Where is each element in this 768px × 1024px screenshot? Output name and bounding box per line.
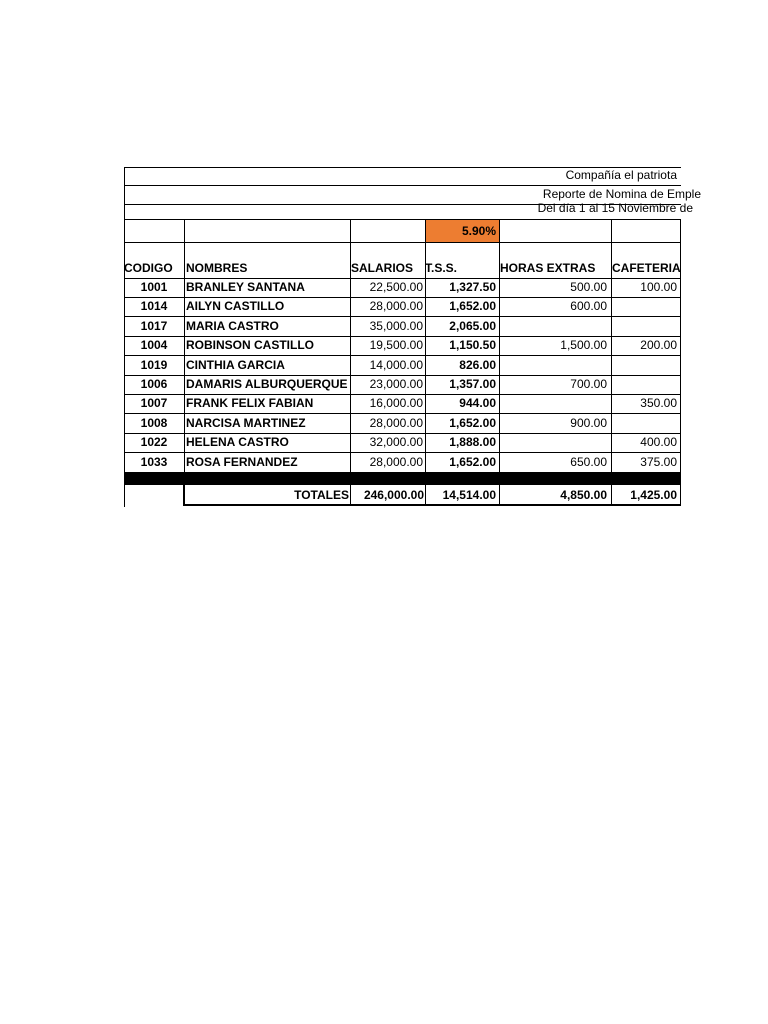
cell-cafeteria[interactable] <box>611 317 681 336</box>
header-cafeteria: CAFETERIA <box>612 261 681 275</box>
grid-vline <box>350 485 351 505</box>
cell-tss[interactable]: 1,652.00 <box>449 416 496 430</box>
separator-band <box>124 472 681 485</box>
grid-vline <box>124 167 125 507</box>
header-code: CODIGO <box>124 261 173 275</box>
totals-tss[interactable]: 14,514.00 <box>442 488 496 502</box>
cell-overtime[interactable] <box>499 394 611 413</box>
header-tss: T.S.S. <box>425 261 458 275</box>
grid-vline <box>425 485 426 505</box>
cell-tss[interactable]: 1,888.00 <box>449 435 496 449</box>
cell-cafeteria[interactable]: 100.00 <box>640 280 677 294</box>
cell-code[interactable]: 1033 <box>140 455 168 469</box>
cell-overtime[interactable] <box>499 317 611 336</box>
totals-label: TOTALES <box>294 488 349 502</box>
cell-name[interactable]: ROBINSON CASTILLO <box>186 338 314 352</box>
grid-vline <box>425 219 426 474</box>
cell-name[interactable]: FRANK FELIX FABIAN <box>186 396 314 410</box>
grid-hline <box>124 242 681 243</box>
grid-vline <box>184 219 185 474</box>
cell-overtime[interactable]: 900.00 <box>570 416 607 430</box>
grid-hline <box>124 472 681 473</box>
totals-cafeteria[interactable]: 1,425.00 <box>630 488 677 502</box>
grid-hline <box>124 297 681 298</box>
grid-vline <box>611 485 612 505</box>
cell-cafeteria[interactable] <box>611 297 681 316</box>
cell-code[interactable]: 1014 <box>140 299 168 313</box>
report-subtitle: Reporte de Nomina de Emple <box>542 187 701 201</box>
cell-cafeteria[interactable]: 400.00 <box>640 435 677 449</box>
grid-vline <box>499 485 500 505</box>
cell-overtime[interactable] <box>499 433 611 452</box>
cell-name[interactable]: ROSA FERNANDEZ <box>186 455 298 469</box>
cell-cafeteria[interactable]: 375.00 <box>640 455 677 469</box>
totals-overtime[interactable]: 4,850.00 <box>560 488 607 502</box>
grid-hline <box>124 413 681 414</box>
cell-overtime[interactable]: 700.00 <box>570 377 607 391</box>
grid-vline <box>499 219 500 474</box>
cell-name[interactable]: AILYN CASTILLO <box>186 299 285 313</box>
cell-salary[interactable]: 23,000.00 <box>369 377 423 391</box>
header-overtime: HORAS EXTRAS <box>500 261 596 275</box>
cell-overtime[interactable]: 500.00 <box>570 280 607 294</box>
cell-name[interactable]: DAMARIS ALBURQUERQUE <box>186 377 348 391</box>
payroll-sheet <box>124 167 701 507</box>
header-salary: SALARIOS <box>351 261 414 275</box>
grid-hline <box>124 433 681 434</box>
cell-salary[interactable]: 28,000.00 <box>369 416 423 430</box>
cell-salary[interactable]: 35,000.00 <box>369 319 423 333</box>
cell-cafeteria[interactable]: 350.00 <box>640 396 677 410</box>
cell-name[interactable]: MARIA CASTRO <box>186 319 279 333</box>
cell-overtime[interactable]: 600.00 <box>570 299 607 313</box>
cell-tss[interactable]: 944.00 <box>459 396 496 410</box>
company-title-row <box>124 167 681 184</box>
cell-salary[interactable]: 22,500.00 <box>369 280 423 294</box>
cell-name[interactable]: BRANLEY SANTANA <box>186 280 305 294</box>
grid-hline <box>124 394 681 395</box>
grid-vline <box>680 485 681 505</box>
grid-vline <box>350 219 351 474</box>
cell-tss[interactable]: 826.00 <box>459 358 496 372</box>
cell-code[interactable]: 1001 <box>140 280 168 294</box>
cell-code[interactable]: 1004 <box>140 338 168 352</box>
cell-overtime[interactable] <box>499 356 611 375</box>
cell-salary[interactable]: 14,000.00 <box>369 358 423 372</box>
cell-name[interactable]: CINTHIA GARCIA <box>186 358 285 372</box>
cell-name[interactable]: NARCISA MARTINEZ <box>186 416 306 430</box>
cell-code[interactable]: 1019 <box>140 358 168 372</box>
grid-hline <box>124 278 681 279</box>
cell-name[interactable]: HELENA CASTRO <box>186 435 289 449</box>
cell-salary[interactable]: 32,000.00 <box>369 435 423 449</box>
cell-tss[interactable]: 1,327.50 <box>449 280 496 294</box>
grid-hline <box>124 316 681 317</box>
header-name: NOMBRES <box>186 261 248 275</box>
totals-left-border <box>183 485 185 506</box>
date-range: Del día 1 al 15 Noviembre de <box>537 201 693 215</box>
cell-code[interactable]: 1006 <box>140 377 168 391</box>
grid-hline <box>124 204 681 205</box>
cell-salary[interactable]: 28,000.00 <box>369 299 423 313</box>
grid-hline <box>124 219 681 220</box>
cell-tss[interactable]: 2,065.00 <box>449 319 496 333</box>
cell-overtime[interactable]: 1,500.00 <box>560 338 607 352</box>
cell-tss[interactable]: 1,652.00 <box>449 455 496 469</box>
date-row <box>124 201 693 219</box>
totals-salary[interactable]: 246,000.00 <box>363 488 424 502</box>
cell-code[interactable]: 1007 <box>140 396 168 410</box>
grid-vline <box>680 219 681 474</box>
cell-cafeteria[interactable]: 200.00 <box>640 338 677 352</box>
grid-hline <box>124 167 681 168</box>
totals-bottom-border <box>184 504 681 506</box>
grid-hline <box>124 375 681 376</box>
cell-tss[interactable]: 1,357.00 <box>449 377 496 391</box>
cell-cafeteria[interactable] <box>611 414 681 433</box>
cell-code[interactable]: 1017 <box>140 319 168 333</box>
grid-hline <box>124 185 681 186</box>
grid-vline <box>611 219 612 474</box>
grid-hline <box>124 452 681 453</box>
cell-salary[interactable]: 28,000.00 <box>369 455 423 469</box>
cell-cafeteria[interactable] <box>611 356 681 375</box>
grid-hline <box>124 336 681 337</box>
cell-tss[interactable]: 1,652.00 <box>449 299 496 313</box>
grid-hline <box>124 355 681 356</box>
tss-rate-cell[interactable]: 5.90% <box>426 220 499 242</box>
cell-code[interactable]: 1008 <box>140 416 168 430</box>
cell-overtime[interactable]: 650.00 <box>570 455 607 469</box>
cell-salary[interactable]: 19,500.00 <box>369 338 423 352</box>
cell-tss[interactable]: 1,150.50 <box>449 338 496 352</box>
cell-salary[interactable]: 16,000.00 <box>369 396 423 410</box>
company-title: Compañía el patriota <box>565 168 677 182</box>
cell-code[interactable]: 1022 <box>140 435 168 449</box>
cell-cafeteria[interactable] <box>611 375 681 394</box>
